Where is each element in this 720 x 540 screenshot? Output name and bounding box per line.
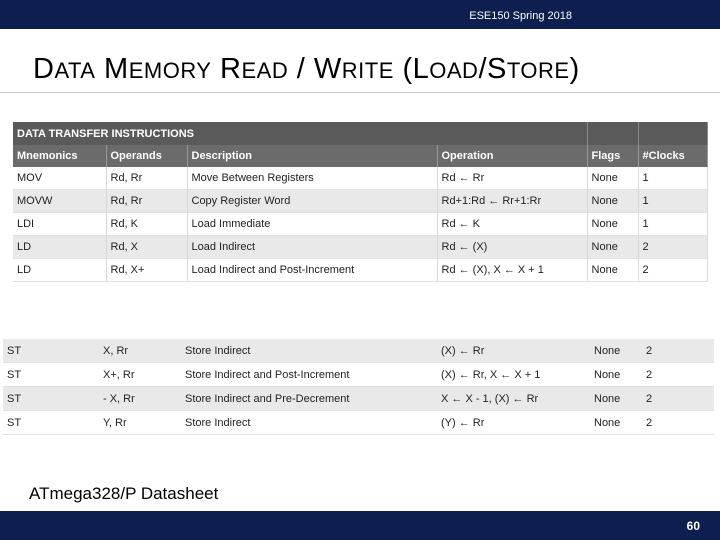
column-header: Description (187, 145, 437, 167)
table-row (13, 190, 707, 213)
cell-operation: Rd ← Rr (437, 167, 587, 190)
cell-clocks: 2 (642, 411, 714, 435)
cell-clocks: 1 (638, 167, 707, 190)
title-word: DATA (33, 53, 96, 85)
cell-clocks: 2 (638, 259, 707, 282)
column-header: Flags (587, 145, 638, 167)
bottom-bar (0, 511, 720, 540)
cell-clocks: 2 (638, 236, 707, 259)
source-caption: ATmega328/P Datasheet (29, 484, 219, 503)
cell-clocks: 2 (642, 363, 714, 387)
cell-operands: Y, Rr (99, 411, 181, 435)
cell-description: Move Between Registers (187, 167, 437, 190)
slide-title: DATA MEMORY READ / WRITE (LOAD/STORE) (33, 53, 580, 85)
cell-clocks: 1 (638, 213, 707, 236)
title-word: /STORE (478, 53, 570, 85)
cell-operation: Rd ← (X) (437, 236, 587, 259)
table-banner-blank (638, 122, 707, 145)
cell-description: Load Indirect (187, 236, 437, 259)
column-header: #Clocks (638, 145, 707, 167)
table-row (3, 387, 714, 411)
title-divider (0, 92, 720, 93)
cell-operation: Rd+1:Rd ← Rr+1:Rr (437, 190, 587, 213)
cell-mnemonic: ST (3, 411, 99, 435)
cell-mnemonic: MOVW (13, 190, 106, 213)
table-row (13, 236, 707, 259)
table-banner-blank (587, 122, 638, 145)
table-row (3, 411, 714, 435)
table-row (3, 339, 714, 363)
column-header: Operation (437, 145, 587, 167)
data-transfer-table (13, 122, 708, 282)
cell-operands: Rd, Rr (106, 190, 187, 213)
cell-mnemonic: LD (13, 236, 106, 259)
cell-flags: None (590, 387, 642, 411)
cell-operation: (Y) ← Rr (437, 411, 590, 435)
cell-mnemonic: MOV (13, 167, 106, 190)
cell-description: Load Indirect and Post-Increment (187, 259, 437, 282)
page-number: 60 (686, 519, 700, 533)
cell-operands: Rd, Rr (106, 167, 187, 190)
cell-operands: Rd, K (106, 213, 187, 236)
cell-description: Store Indirect and Post-Increment (181, 363, 437, 387)
cell-mnemonic: ST (3, 339, 99, 363)
cell-operands: - X, Rr (99, 387, 181, 411)
table-header-row (13, 145, 707, 167)
cell-operands: X+, Rr (99, 363, 181, 387)
cell-operands: Rd, X+ (106, 259, 187, 282)
cell-mnemonic: LD (13, 259, 106, 282)
cell-flags: None (590, 339, 642, 363)
table-row (13, 259, 707, 282)
cell-clocks: 2 (642, 339, 714, 363)
cell-flags: None (587, 167, 638, 190)
table-row (3, 363, 714, 387)
course-label: ESE150 Spring 2018 (469, 10, 572, 22)
cell-flags: None (587, 190, 638, 213)
cell-clocks: 1 (638, 190, 707, 213)
cell-flags: None (587, 259, 638, 282)
cell-mnemonic: ST (3, 363, 99, 387)
cell-description: Load Immediate (187, 213, 437, 236)
cell-flags: None (587, 236, 638, 259)
cell-operation: (X) ← Rr (437, 339, 590, 363)
cell-operation: X ← X - 1, (X) ← Rr (437, 387, 590, 411)
table-banner-row (13, 122, 707, 145)
column-header: Operands (106, 145, 187, 167)
table-row (13, 167, 707, 190)
cell-operands: Rd, X (106, 236, 187, 259)
cell-mnemonic: LDI (13, 213, 106, 236)
cell-description: Store Indirect (181, 411, 437, 435)
cell-mnemonic: ST (3, 387, 99, 411)
table-row (13, 213, 707, 236)
cell-flags: None (590, 411, 642, 435)
title-word: (LOAD (393, 53, 479, 85)
title-word: MEMORY (95, 53, 212, 85)
cell-description: Copy Register Word (187, 190, 437, 213)
cell-operation: Rd ← K (437, 213, 587, 236)
title-word: READ (211, 53, 289, 85)
cell-flags: None (587, 213, 638, 236)
cell-description: Store Indirect and Pre-Decrement (181, 387, 437, 411)
cell-clocks: 2 (642, 387, 714, 411)
cell-operation: Rd ← (X), X ← X + 1 (437, 259, 587, 282)
store-instructions-table (3, 339, 714, 435)
title-word: / WRITE (288, 53, 394, 85)
cell-operation: (X) ← Rr, X ← X + 1 (437, 363, 590, 387)
column-header: Mnemonics (13, 145, 106, 167)
cell-description: Store Indirect (181, 339, 437, 363)
cell-flags: None (590, 363, 642, 387)
cell-operands: X, Rr (99, 339, 181, 363)
table-banner: DATA TRANSFER INSTRUCTIONS (13, 122, 587, 145)
